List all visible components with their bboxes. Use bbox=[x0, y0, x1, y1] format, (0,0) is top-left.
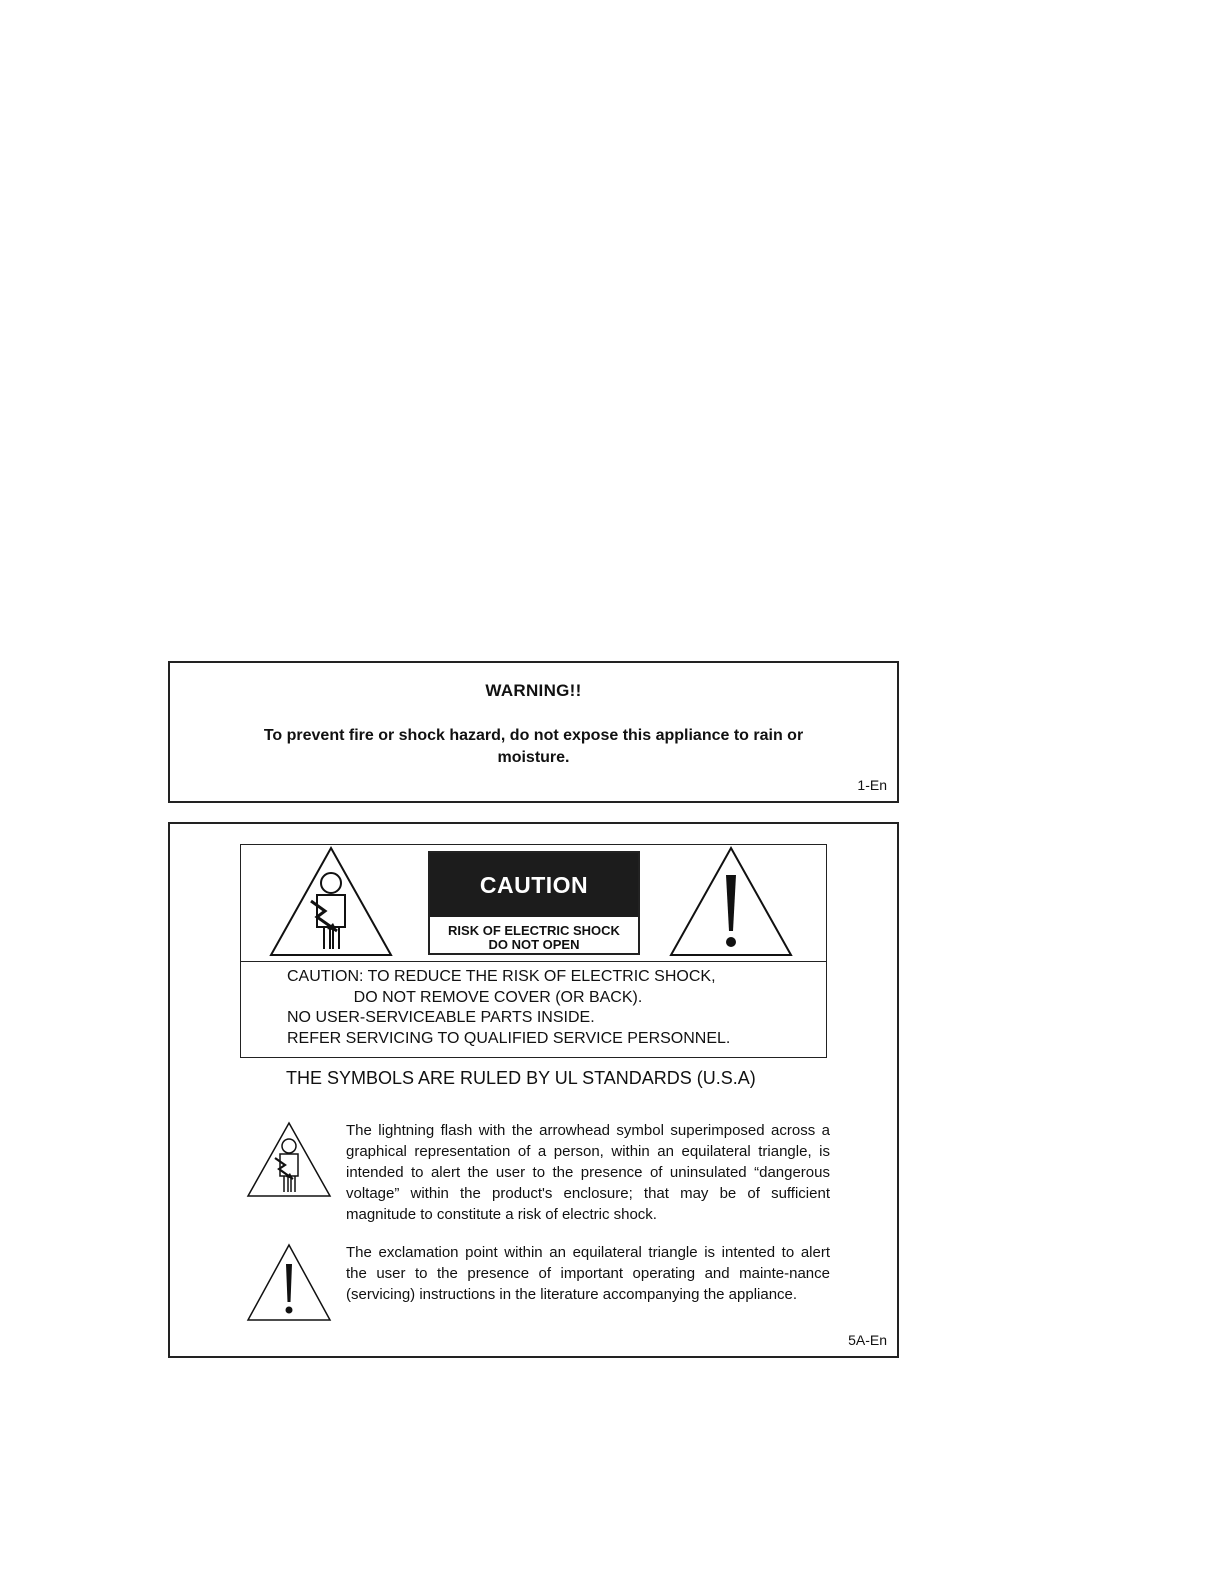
exclamation-symbol-text: The exclamation point within an equilateral triangle is intented to alert the user to the presence of important operating and mainte-nance (servicing) instructions in the literature accompanying the appliance. bbox=[346, 1244, 830, 1303]
caution-badge-subtitle bbox=[430, 917, 638, 952]
caution-badge-line2: DO NOT OPEN bbox=[488, 937, 580, 952]
page-code: 1-En bbox=[857, 777, 887, 793]
warning-title: WARNING!! bbox=[485, 681, 582, 700]
ul-standards-heading: THE SYMBOLS ARE RULED BY UL STANDARDS (U.S.A) bbox=[286, 1068, 756, 1088]
caution-label bbox=[240, 844, 827, 1058]
page-code: 5A-En bbox=[848, 1332, 887, 1348]
lightning-symbol-text: The lightning flash with the arrowhead symbol superimposed across a graphical representation of a person, within an equilateral triangle, is intended to alert the user to the presence of uninsulated “dangerous voltage” within the product's enclosure; that may be of sufficient magnitude to constitute a risk of electric shock. bbox=[346, 1122, 830, 1223]
exclamation-triangle-icon bbox=[667, 845, 795, 959]
exclamation-triangle-icon bbox=[246, 1242, 332, 1324]
caution-label-text: CAUTION: TO REDUCE THE RISK OF ELECTRIC SHOCK, DO NOT REMOVE COVER (OR BACK). NO USER-SERVICEABLE PARTS INSIDE. REFER SERVICING TO QUALIFIED SERVICE PERSONNEL. bbox=[287, 968, 731, 1047]
caution-badge bbox=[428, 851, 640, 955]
warning-box bbox=[168, 661, 899, 803]
lightning-symbol-explanation bbox=[246, 1120, 830, 1230]
exclamation-symbol-explanation bbox=[246, 1242, 830, 1342]
person-lightning-triangle-icon bbox=[267, 845, 395, 959]
person-lightning-triangle-icon bbox=[246, 1120, 332, 1200]
warning-text: To prevent fire or shock hazard, do not expose this appliance to rain or moisture. bbox=[263, 727, 804, 766]
caution-label-symbols bbox=[241, 845, 826, 962]
caution-badge-line1: RISK OF ELECTRIC SHOCK bbox=[448, 923, 620, 938]
caution-badge-title: CAUTION bbox=[430, 853, 638, 917]
caution-box bbox=[168, 822, 899, 1358]
